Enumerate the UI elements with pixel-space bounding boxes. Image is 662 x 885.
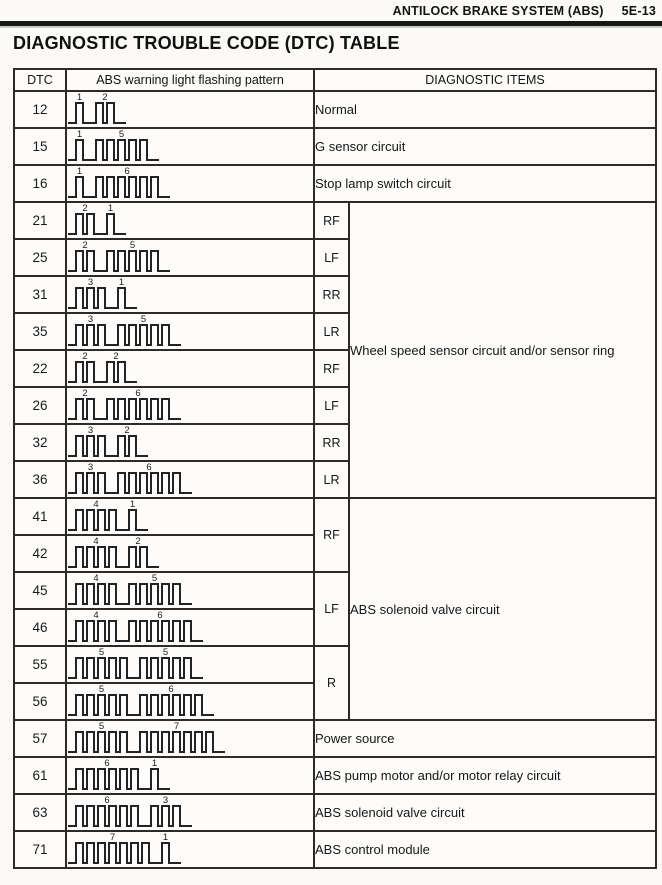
- pulse-count-label: 2: [82, 240, 88, 251]
- dtc-code: 45: [14, 572, 66, 609]
- flash-pattern-waveform: [67, 462, 194, 497]
- waveform-trace: [68, 214, 126, 234]
- pulse-count-label: 1: [162, 832, 169, 843]
- dtc-code: 42: [14, 535, 66, 572]
- flash-pattern-waveform: [67, 351, 139, 386]
- waveform-trace: [68, 584, 192, 604]
- waveform-trace: [68, 325, 181, 345]
- waveform-trace: [68, 695, 214, 715]
- pulse-count-label: 5: [151, 573, 158, 584]
- waveform-trace: [68, 251, 170, 271]
- flash-pattern-waveform: [67, 277, 139, 312]
- section-title: ANTILOCK BRAKE SYSTEM (ABS): [392, 4, 604, 18]
- flash-pattern-waveform: [67, 499, 150, 534]
- diagnostic-item: Normal: [314, 91, 656, 128]
- table-row: [14, 165, 656, 202]
- diagnostic-item: G sensor circuit: [314, 128, 656, 165]
- dtc-code: 15: [14, 128, 66, 165]
- waveform-trace: [68, 621, 203, 641]
- pulse-count-label: 1: [76, 166, 83, 177]
- pulse-count-label: 4: [93, 573, 99, 584]
- flash-pattern-cell: [66, 683, 314, 720]
- pulse-count-label: 5: [98, 647, 105, 658]
- flash-pattern-cell: [66, 424, 314, 461]
- table-row: [14, 202, 656, 239]
- flash-pattern-waveform: [67, 240, 172, 275]
- flash-pattern-cell: [66, 572, 314, 609]
- diagnostic-item: ABS control module: [314, 831, 656, 868]
- waveform-trace: [68, 510, 148, 530]
- dtc-code: 36: [14, 461, 66, 498]
- dtc-code: 57: [14, 720, 66, 757]
- flash-pattern-waveform: [67, 795, 194, 830]
- col-header-dtc: DTC: [14, 69, 66, 91]
- dtc-code: 21: [14, 202, 66, 239]
- dtc-code: 12: [14, 91, 66, 128]
- wheel-position-label: LF: [314, 387, 349, 424]
- pulse-count-label: 7: [173, 721, 180, 732]
- waveform-trace: [68, 103, 126, 123]
- flash-pattern-cell: [66, 720, 314, 757]
- waveform-trace: [68, 732, 225, 752]
- dtc-code: 55: [14, 646, 66, 683]
- dtc-table: [13, 68, 657, 869]
- flash-pattern-waveform: [67, 203, 128, 238]
- dtc-code: 16: [14, 165, 66, 202]
- pulse-count-label: 5: [140, 314, 147, 325]
- dtc-code: 46: [14, 609, 66, 646]
- waveform-trace: [68, 658, 203, 678]
- diagnostic-item: Stop lamp switch circuit: [314, 165, 656, 202]
- flash-pattern-waveform: [67, 573, 194, 608]
- pulse-count-label: 1: [76, 129, 83, 140]
- pulse-count-label: 2: [82, 203, 88, 214]
- flash-pattern-waveform: [67, 166, 172, 201]
- waveform-trace: [68, 547, 159, 567]
- waveform-trace: [68, 843, 181, 863]
- flash-pattern-waveform: [67, 721, 227, 756]
- flash-pattern-cell: [66, 350, 314, 387]
- wheel-position-label: RF: [314, 350, 349, 387]
- pulse-count-label: 2: [102, 92, 108, 103]
- pulse-count-label: 4: [93, 536, 99, 547]
- pulse-count-label: 1: [118, 277, 125, 288]
- col-header-diagnostic-items: DIAGNOSTIC ITEMS: [314, 69, 656, 91]
- flash-pattern-cell: [66, 535, 314, 572]
- waveform-trace: [68, 769, 170, 789]
- pulse-count-label: 3: [87, 425, 94, 436]
- pulse-count-label: 1: [107, 203, 114, 214]
- wheel-position-label: RF: [314, 202, 349, 239]
- table-row: [14, 720, 656, 757]
- pulse-count-label: 4: [93, 610, 99, 621]
- flash-pattern-cell: [66, 387, 314, 424]
- flash-pattern-cell: [66, 757, 314, 794]
- dtc-code: 26: [14, 387, 66, 424]
- flash-pattern-waveform: [67, 314, 183, 349]
- pulse-count-label: 5: [98, 684, 105, 695]
- waveform-trace: [68, 140, 159, 160]
- flash-pattern-waveform: [67, 129, 161, 164]
- pulse-count-label: 5: [98, 721, 105, 732]
- dtc-code: 35: [14, 313, 66, 350]
- pulse-count-label: 3: [87, 462, 94, 473]
- flash-pattern-cell: [66, 128, 314, 165]
- pulse-count-label: 6: [124, 166, 130, 177]
- waveform-trace: [68, 288, 137, 308]
- diagnostic-item: ABS solenoid valve circuit: [349, 498, 656, 720]
- table-row: [14, 91, 656, 128]
- flash-pattern-cell: [66, 498, 314, 535]
- dtc-code: 63: [14, 794, 66, 831]
- waveform-trace: [68, 436, 148, 456]
- pulse-count-label: 3: [87, 314, 94, 325]
- flash-pattern-cell: [66, 239, 314, 276]
- waveform-trace: [68, 399, 181, 419]
- pulse-count-label: 5: [129, 240, 136, 251]
- table-row: [14, 128, 656, 165]
- wheel-position-label: RR: [314, 276, 349, 313]
- pulse-count-label: 6: [168, 684, 174, 695]
- wheel-position-label: R: [314, 646, 349, 720]
- flash-pattern-cell: [66, 646, 314, 683]
- pulse-count-label: 6: [135, 388, 141, 399]
- wheel-position-label: RF: [314, 498, 349, 572]
- wheel-position-label: LR: [314, 313, 349, 350]
- diagnostic-item: Wheel speed sensor circuit and/or sensor ring: [349, 202, 656, 498]
- wheel-position-label: RR: [314, 424, 349, 461]
- waveform-trace: [68, 806, 192, 826]
- page-header: [393, 4, 656, 18]
- dtc-code: 56: [14, 683, 66, 720]
- diagnostic-item: ABS pump motor and/or motor relay circuit: [314, 757, 656, 794]
- dtc-code: 25: [14, 239, 66, 276]
- flash-pattern-waveform: [67, 536, 161, 571]
- waveform-trace: [68, 362, 137, 382]
- flash-pattern-cell: [66, 165, 314, 202]
- header-rule: [0, 21, 662, 26]
- flash-pattern-cell: [66, 794, 314, 831]
- pulse-count-label: 6: [146, 462, 152, 473]
- pulse-count-label: 1: [129, 499, 136, 510]
- flash-pattern-waveform: [67, 610, 205, 645]
- flash-pattern-waveform: [67, 92, 128, 127]
- waveform-trace: [68, 177, 170, 197]
- flash-pattern-cell: [66, 609, 314, 646]
- pulse-count-label: 1: [151, 758, 158, 769]
- flash-pattern-waveform: [67, 388, 183, 423]
- flash-pattern-cell: [66, 276, 314, 313]
- pulse-count-label: 7: [109, 832, 116, 843]
- table-row: [14, 794, 656, 831]
- pulse-count-label: 5: [118, 129, 125, 140]
- flash-pattern-waveform: [67, 647, 205, 682]
- flash-pattern-cell: [66, 91, 314, 128]
- flash-pattern-cell: [66, 461, 314, 498]
- table-row: [14, 757, 656, 794]
- pulse-count-label: 4: [93, 499, 99, 510]
- flash-pattern-waveform: [67, 425, 150, 460]
- pulse-count-label: 2: [124, 425, 130, 436]
- pulse-count-label: 6: [104, 758, 110, 769]
- page-title: DIAGNOSTIC TROUBLE CODE (DTC) TABLE: [13, 33, 400, 53]
- flash-pattern-cell: [66, 313, 314, 350]
- flash-pattern-waveform: [67, 758, 172, 793]
- dtc-code: 22: [14, 350, 66, 387]
- pulse-count-label: 2: [82, 351, 88, 362]
- table-header-row: [14, 69, 656, 91]
- diagnostic-item: Power source: [314, 720, 656, 757]
- dtc-code: 31: [14, 276, 66, 313]
- page-number: 5E-13: [621, 4, 656, 18]
- table-row: [14, 498, 656, 535]
- pulse-count-label: 2: [82, 388, 88, 399]
- pulse-count-label: 6: [157, 610, 163, 621]
- pulse-count-label: 3: [87, 277, 94, 288]
- pulse-count-label: 3: [162, 795, 169, 806]
- dtc-code: 32: [14, 424, 66, 461]
- flash-pattern-cell: [66, 831, 314, 868]
- table-row: [14, 831, 656, 868]
- dtc-table-body: [14, 91, 656, 868]
- wheel-position-label: LR: [314, 461, 349, 498]
- dtc-code: 41: [14, 498, 66, 535]
- wheel-position-label: LF: [314, 572, 349, 646]
- pulse-count-label: 2: [135, 536, 141, 547]
- dtc-code: 61: [14, 757, 66, 794]
- pulse-count-label: 2: [113, 351, 119, 362]
- flash-pattern-cell: [66, 202, 314, 239]
- flash-pattern-waveform: [67, 832, 183, 867]
- waveform-trace: [68, 473, 192, 493]
- diagnostic-item: ABS solenoid valve circuit: [314, 794, 656, 831]
- wheel-position-label: LF: [314, 239, 349, 276]
- dtc-code: 71: [14, 831, 66, 868]
- pulse-count-label: 6: [104, 795, 110, 806]
- pulse-count-label: 1: [76, 92, 83, 103]
- col-header-pattern: ABS warning light flashing pattern: [66, 69, 314, 91]
- pulse-count-label: 5: [162, 647, 169, 658]
- flash-pattern-waveform: [67, 684, 216, 719]
